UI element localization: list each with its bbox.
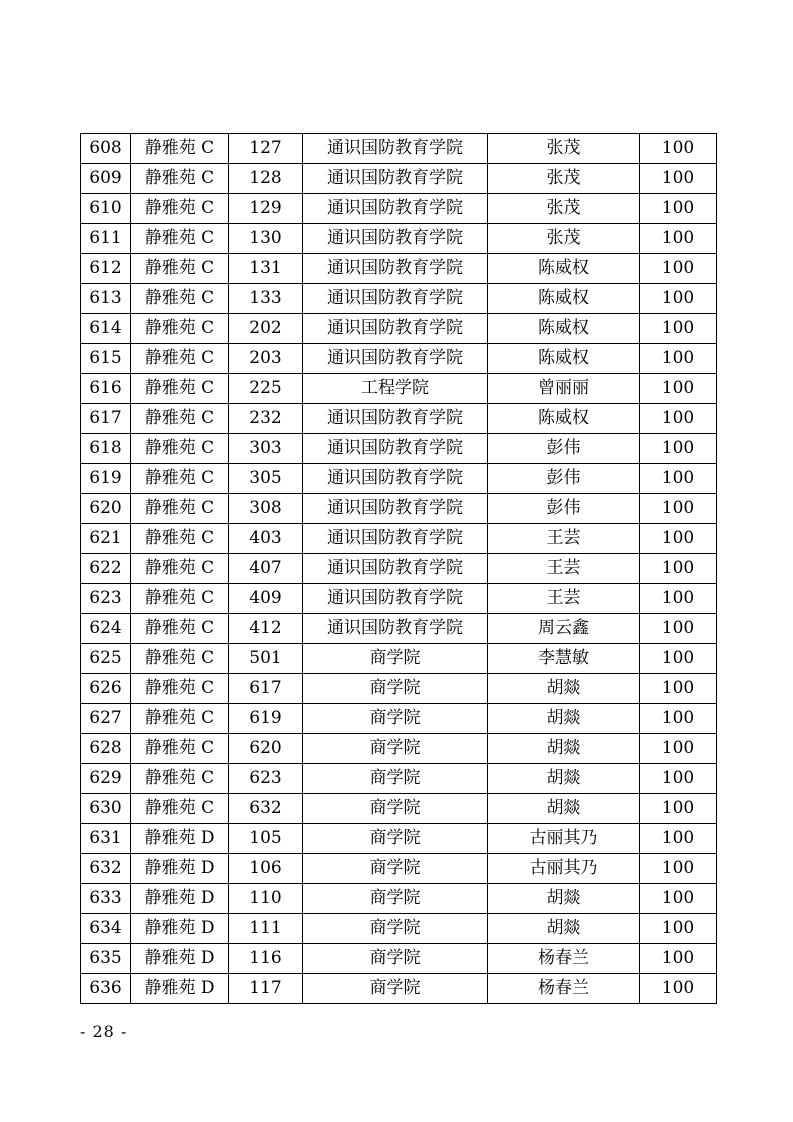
table-row [81,314,717,344]
room-cell: 117 [229,974,303,1004]
row-index-cell: 633 [81,884,131,914]
room-cell: 308 [229,494,303,524]
row-index-cell: 618 [81,434,131,464]
score-cell: 100 [640,764,717,794]
person-cell: 曾丽丽 [488,374,640,404]
score-cell: 100 [640,704,717,734]
table-row [81,914,717,944]
table-row [81,974,717,1004]
table-row [81,824,717,854]
table-row [81,134,717,164]
building-cell: 静雅苑 D [131,914,229,944]
person-cell: 陈威权 [488,284,640,314]
room-cell: 106 [229,854,303,884]
building-cell: 静雅苑 C [131,254,229,284]
table-body [81,134,717,1004]
room-cell: 127 [229,134,303,164]
building-cell: 静雅苑 C [131,794,229,824]
building-cell: 静雅苑 C [131,344,229,374]
room-cell: 129 [229,194,303,224]
row-index-cell: 630 [81,794,131,824]
table-row [81,374,717,404]
college-cell: 商学院 [303,884,488,914]
row-index-cell: 634 [81,914,131,944]
person-cell: 彭伟 [488,494,640,524]
row-index-cell: 616 [81,374,131,404]
score-cell: 100 [640,284,717,314]
person-cell: 胡燚 [488,884,640,914]
table-row [81,164,717,194]
score-cell: 100 [640,254,717,284]
room-cell: 620 [229,734,303,764]
building-cell: 静雅苑 C [131,644,229,674]
person-cell: 张茂 [488,164,640,194]
score-cell: 100 [640,854,717,884]
row-index-cell: 626 [81,674,131,704]
table-row [81,494,717,524]
person-cell: 张茂 [488,194,640,224]
row-index-cell: 631 [81,824,131,854]
data-table [80,133,717,1004]
building-cell: 静雅苑 C [131,434,229,464]
person-cell: 胡燚 [488,764,640,794]
score-cell: 100 [640,584,717,614]
score-cell: 100 [640,344,717,374]
college-cell: 通识国防教育学院 [303,584,488,614]
table-row [81,884,717,914]
table-row [81,944,717,974]
table-row [81,794,717,824]
person-cell: 杨春兰 [488,974,640,1004]
building-cell: 静雅苑 C [131,404,229,434]
college-cell: 工程学院 [303,374,488,404]
row-index-cell: 623 [81,584,131,614]
building-cell: 静雅苑 C [131,494,229,524]
row-index-cell: 620 [81,494,131,524]
college-cell: 通识国防教育学院 [303,254,488,284]
table-row [81,404,717,434]
building-cell: 静雅苑 D [131,854,229,884]
score-cell: 100 [640,374,717,404]
room-cell: 133 [229,284,303,314]
table-row [81,704,717,734]
row-index-cell: 625 [81,644,131,674]
college-cell: 通识国防教育学院 [303,404,488,434]
person-cell: 胡燚 [488,914,640,944]
row-index-cell: 627 [81,704,131,734]
row-index-cell: 617 [81,404,131,434]
room-cell: 111 [229,914,303,944]
score-cell: 100 [640,494,717,524]
row-index-cell: 622 [81,554,131,584]
row-index-cell: 609 [81,164,131,194]
score-cell: 100 [640,554,717,584]
person-cell: 彭伟 [488,434,640,464]
score-cell: 100 [640,794,717,824]
row-index-cell: 636 [81,974,131,1004]
person-cell: 张茂 [488,224,640,254]
row-index-cell: 614 [81,314,131,344]
college-cell: 通识国防教育学院 [303,554,488,584]
table-row [81,284,717,314]
building-cell: 静雅苑 C [131,194,229,224]
college-cell: 商学院 [303,944,488,974]
table-row [81,254,717,284]
person-cell: 古丽其乃 [488,854,640,884]
room-cell: 412 [229,614,303,644]
table-row [81,674,717,704]
row-index-cell: 628 [81,734,131,764]
room-cell: 501 [229,644,303,674]
room-cell: 403 [229,524,303,554]
row-index-cell: 629 [81,764,131,794]
college-cell: 商学院 [303,644,488,674]
row-index-cell: 621 [81,524,131,554]
person-cell: 胡燚 [488,794,640,824]
college-cell: 通识国防教育学院 [303,194,488,224]
person-cell: 李慧敏 [488,644,640,674]
page-number: - 28 - [80,1022,128,1041]
building-cell: 静雅苑 C [131,224,229,254]
table-row [81,644,717,674]
person-cell: 王芸 [488,584,640,614]
row-index-cell: 608 [81,134,131,164]
table-row [81,854,717,884]
score-cell: 100 [640,164,717,194]
person-cell: 张茂 [488,134,640,164]
person-cell: 陈威权 [488,254,640,284]
row-index-cell: 632 [81,854,131,884]
table-row [81,434,717,464]
person-cell: 陈威权 [488,314,640,344]
person-cell: 王芸 [488,554,640,584]
row-index-cell: 613 [81,284,131,314]
room-cell: 110 [229,884,303,914]
college-cell: 通识国防教育学院 [303,524,488,554]
building-cell: 静雅苑 D [131,974,229,1004]
college-cell: 通识国防教育学院 [303,164,488,194]
room-cell: 619 [229,704,303,734]
person-cell: 胡燚 [488,674,640,704]
building-cell: 静雅苑 C [131,464,229,494]
person-cell: 陈威权 [488,404,640,434]
building-cell: 静雅苑 C [131,704,229,734]
score-cell: 100 [640,734,717,764]
score-cell: 100 [640,884,717,914]
score-cell: 100 [640,614,717,644]
college-cell: 商学院 [303,794,488,824]
score-cell: 100 [640,914,717,944]
college-cell: 商学院 [303,704,488,734]
table-row [81,584,717,614]
college-cell: 通识国防教育学院 [303,224,488,254]
score-cell: 100 [640,194,717,224]
table-row [81,764,717,794]
table-row [81,614,717,644]
row-index-cell: 624 [81,614,131,644]
room-cell: 632 [229,794,303,824]
room-cell: 130 [229,224,303,254]
table-row [81,344,717,374]
row-index-cell: 619 [81,464,131,494]
building-cell: 静雅苑 C [131,134,229,164]
building-cell: 静雅苑 C [131,314,229,344]
college-cell: 通识国防教育学院 [303,614,488,644]
building-cell: 静雅苑 D [131,884,229,914]
person-cell: 彭伟 [488,464,640,494]
room-cell: 105 [229,824,303,854]
college-cell: 通识国防教育学院 [303,494,488,524]
building-cell: 静雅苑 D [131,824,229,854]
table-row [81,464,717,494]
room-cell: 116 [229,944,303,974]
building-cell: 静雅苑 D [131,944,229,974]
score-cell: 100 [640,434,717,464]
building-cell: 静雅苑 C [131,164,229,194]
table-row [81,554,717,584]
building-cell: 静雅苑 C [131,734,229,764]
table-row [81,524,717,554]
person-cell: 王芸 [488,524,640,554]
row-index-cell: 615 [81,344,131,374]
room-cell: 407 [229,554,303,584]
room-cell: 623 [229,764,303,794]
score-cell: 100 [640,314,717,344]
person-cell: 胡燚 [488,704,640,734]
building-cell: 静雅苑 C [131,614,229,644]
score-cell: 100 [640,674,717,704]
building-cell: 静雅苑 C [131,584,229,614]
score-cell: 100 [640,974,717,1004]
score-cell: 100 [640,944,717,974]
college-cell: 商学院 [303,974,488,1004]
person-cell: 胡燚 [488,734,640,764]
college-cell: 通识国防教育学院 [303,314,488,344]
score-cell: 100 [640,644,717,674]
college-cell: 通识国防教育学院 [303,464,488,494]
college-cell: 通识国防教育学院 [303,344,488,374]
room-cell: 409 [229,584,303,614]
room-cell: 225 [229,374,303,404]
college-cell: 商学院 [303,824,488,854]
building-cell: 静雅苑 C [131,284,229,314]
college-cell: 商学院 [303,674,488,704]
score-cell: 100 [640,464,717,494]
college-cell: 商学院 [303,914,488,944]
person-cell: 周云鑫 [488,614,640,644]
college-cell: 通识国防教育学院 [303,284,488,314]
college-cell: 商学院 [303,854,488,884]
college-cell: 通识国防教育学院 [303,434,488,464]
person-cell: 陈威权 [488,344,640,374]
room-cell: 131 [229,254,303,284]
room-cell: 305 [229,464,303,494]
table-row [81,734,717,764]
building-cell: 静雅苑 C [131,674,229,704]
room-cell: 128 [229,164,303,194]
row-index-cell: 610 [81,194,131,224]
college-cell: 商学院 [303,764,488,794]
score-cell: 100 [640,524,717,554]
score-cell: 100 [640,824,717,854]
building-cell: 静雅苑 C [131,554,229,584]
row-index-cell: 612 [81,254,131,284]
score-cell: 100 [640,134,717,164]
score-cell: 100 [640,224,717,254]
row-index-cell: 611 [81,224,131,254]
person-cell: 杨春兰 [488,944,640,974]
room-cell: 303 [229,434,303,464]
row-index-cell: 635 [81,944,131,974]
score-cell: 100 [640,404,717,434]
room-cell: 203 [229,344,303,374]
room-cell: 617 [229,674,303,704]
building-cell: 静雅苑 C [131,374,229,404]
person-cell: 古丽其乃 [488,824,640,854]
building-cell: 静雅苑 C [131,524,229,554]
room-cell: 202 [229,314,303,344]
table-row [81,224,717,254]
room-cell: 232 [229,404,303,434]
building-cell: 静雅苑 C [131,764,229,794]
table-row [81,194,717,224]
college-cell: 商学院 [303,734,488,764]
college-cell: 通识国防教育学院 [303,134,488,164]
